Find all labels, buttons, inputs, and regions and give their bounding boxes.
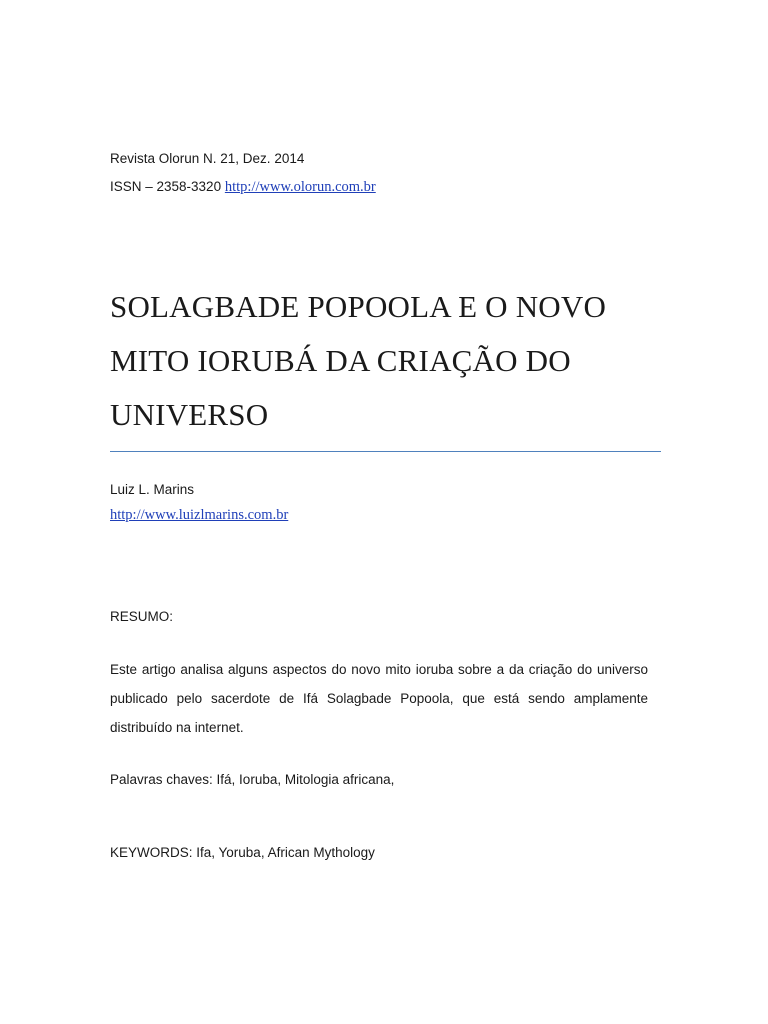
abstract-text: Este artigo analisa alguns aspectos do novo mito ioruba sobre a da criação do universo publicado pelo sacerdote de Ifá Solagbade Popoola, que está sendo amplamente distribuído na internet. <box>110 662 648 735</box>
author-name: Luiz L. Marins <box>110 482 195 497</box>
abstract-heading: RESUMO: <box>110 609 174 624</box>
issn-number: ISSN – 2358-3320 <box>110 179 222 194</box>
title-divider <box>110 451 661 452</box>
keywords-portuguese: Palavras chaves: Ifá, Ioruba, Mitologia africana, <box>110 772 395 787</box>
author-url-link[interactable]: http://www.luizlmarins.com.br <box>110 507 289 523</box>
journal-url-link[interactable]: http://www.olorun.com.br <box>224 179 376 195</box>
journal-info: Revista Olorun N. 21, Dez. 2014 <box>110 151 305 166</box>
keywords-english: KEYWORDS: Ifa, Yoruba, African Mythology <box>110 845 375 860</box>
article-title: SOLAGBADE POPOOLA E O NOVO MITO IORUBÁ DA CRIAÇÃO DO UNIVERSO <box>110 289 607 432</box>
issn-line <box>110 178 376 196</box>
